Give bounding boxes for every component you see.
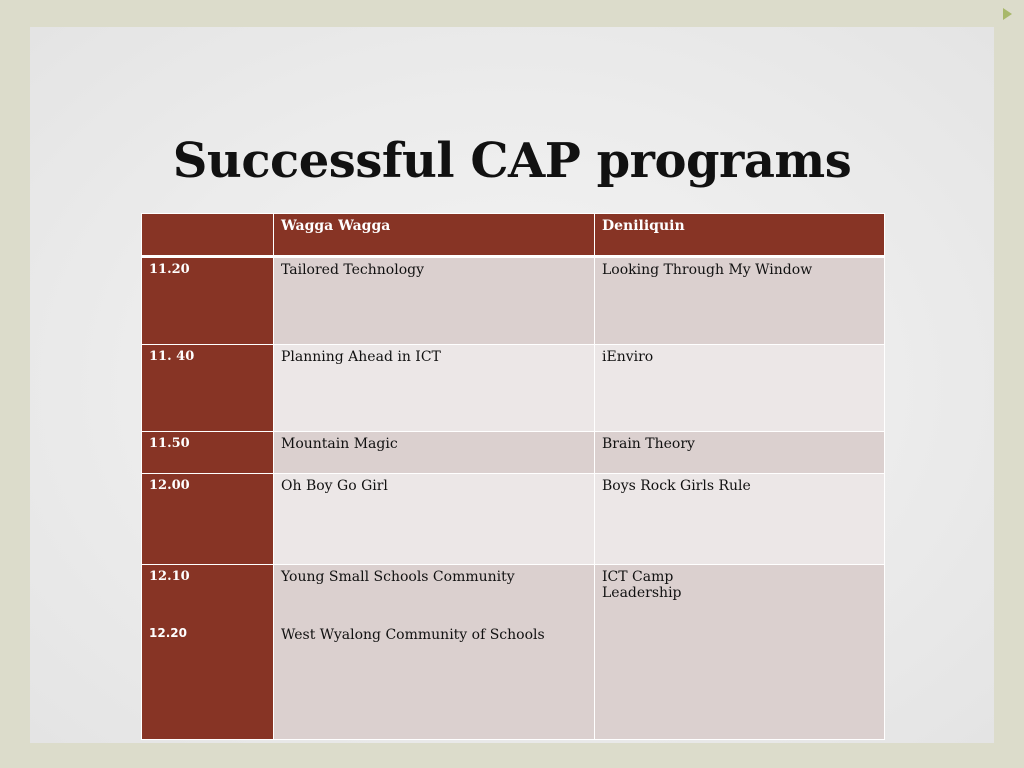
wagga-cell: Oh Boy Go Girl [274, 474, 595, 565]
table-row [142, 345, 885, 432]
table-header-row [142, 214, 885, 257]
wagga-cell: Mountain Magic [274, 432, 595, 474]
header-time [142, 214, 274, 257]
arrow-right-icon [1003, 8, 1012, 20]
wagga-entry-second: West Wyalong Community of Schools [281, 627, 545, 643]
header-deniliquin: Deniliquin [595, 214, 885, 257]
table-row [142, 257, 885, 345]
deni-cell: Boys Rock Girls Rule [595, 474, 885, 565]
time-cell: 11. 40 [142, 345, 274, 432]
deni-entry-line2: Leadership [602, 585, 682, 601]
wagga-cell [274, 565, 595, 740]
deni-cell: Brain Theory [595, 432, 885, 474]
deni-cell [595, 565, 885, 740]
table-row [142, 432, 885, 474]
deni-cell: Looking Through My Window [595, 257, 885, 345]
time-value: 12.10 [149, 569, 190, 584]
table-row [142, 565, 885, 740]
time-cell: 11.20 [142, 257, 274, 345]
time-value-second: 12.20 [149, 626, 187, 640]
schedule-table [141, 213, 885, 740]
table-row [142, 474, 885, 565]
time-cell: 12.00 [142, 474, 274, 565]
slide-title: Successful CAP programs [172, 133, 852, 189]
deni-cell: iEnviro [595, 345, 885, 432]
wagga-cell: Tailored Technology [274, 257, 595, 345]
time-cell: 11.50 [142, 432, 274, 474]
wagga-cell: Planning Ahead in ICT [274, 345, 595, 432]
wagga-entry: Young Small Schools Community [281, 569, 515, 585]
deni-entry-line1: ICT Camp [602, 569, 674, 585]
header-wagga-wagga: Wagga Wagga [274, 214, 595, 257]
time-cell [142, 565, 274, 740]
